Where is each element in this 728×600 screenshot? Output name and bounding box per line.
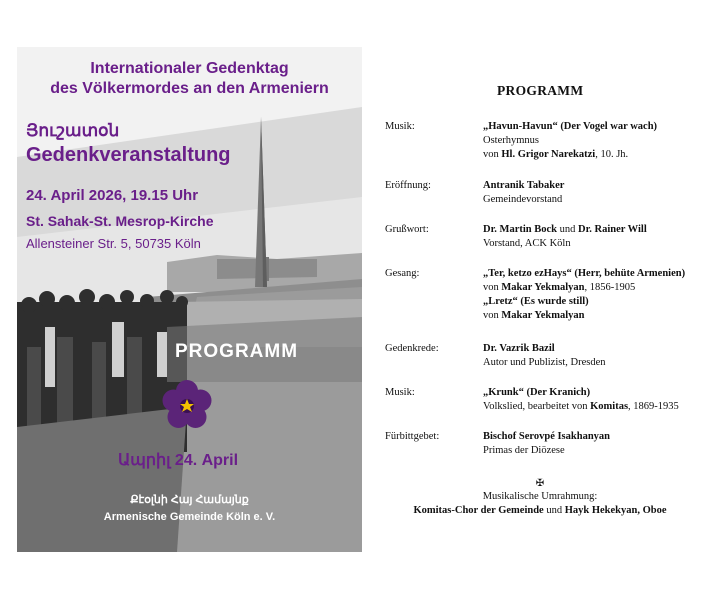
event-title-line2: des Völkermordes an den Armeniern [50, 80, 329, 97]
program-text-segment: „Havun-Havun“ (Der Vogel war wach) [483, 121, 658, 132]
program-item-detail [483, 267, 715, 323]
footer-text-segment: Hayk Hekekyan, Oboe [564, 505, 667, 516]
program-text-segment: Antranik Tabaker [483, 180, 565, 191]
program-item-line [483, 120, 715, 134]
program-item-line [483, 295, 715, 309]
program-text-segment: Osterhymnus [483, 135, 539, 146]
program-item-label: Fürbittgebet: [385, 431, 440, 442]
organizer-german: Armenische Gemeinde Köln e. V. [103, 511, 276, 523]
program-text-segment: , 1869-1935 [628, 401, 679, 412]
program-item-line [483, 444, 715, 458]
program-text-segment: , 10. Jh. [595, 149, 629, 160]
program-text-segment: „Ter, ketzo ezHays“ (Herr, behüte Armenien) [483, 268, 686, 279]
event-address: Allensteiner Str. 5, 50735 Köln [26, 236, 201, 251]
program-item-detail [483, 120, 715, 162]
program-item-line [483, 430, 715, 444]
program-item-line [483, 309, 715, 323]
program-footer [385, 478, 695, 518]
program-title: PROGRAMM [497, 83, 584, 98]
cross-icon: ✠ [535, 478, 545, 489]
program-item-line [483, 267, 715, 281]
program-item-detail [483, 430, 715, 458]
forget-me-not-icon [161, 379, 213, 431]
program-item-detail [483, 342, 715, 370]
event-flyer [17, 47, 362, 552]
program-item-line [483, 342, 715, 356]
program-text-segment: Hl. Grigor Narekatzi [501, 149, 596, 160]
event-title [17, 59, 362, 99]
program-item-line [483, 386, 715, 400]
program-text-segment: Primas der Diözese [483, 445, 565, 456]
program-item-line [483, 223, 715, 237]
program-text-segment: Vorstand, ACK Köln [483, 238, 571, 249]
program-text-segment: Makar Yekmalyan [501, 282, 585, 293]
program-item-detail [483, 386, 715, 414]
program-item-line [483, 134, 715, 148]
event-title-line1: Internationaler Gedenktag [90, 60, 289, 77]
footer-text-segment: Komitas-Chor der Gemeinde [413, 505, 544, 516]
program-item-label: Musik: [385, 121, 415, 132]
program-item-detail [483, 223, 715, 251]
flyer-programm-label: PROGRAMM [175, 341, 299, 362]
footer-performers [385, 504, 695, 518]
program-item-label: Grußwort: [385, 224, 429, 235]
program-item-label: Eröffnung: [385, 180, 431, 191]
commemoration-heading: Gedenkveranstaltung [26, 144, 231, 166]
program-page [385, 0, 715, 600]
flyer-date: Ապրիլ 24. April [118, 452, 239, 469]
event-datetime: 24. April 2026, 19.15 Uhr [26, 187, 199, 204]
program-text-segment: von [483, 310, 502, 321]
footer-music-label: Musikalische Umrahmung: [482, 491, 598, 502]
program-text-segment: Gemeindevorstand [483, 194, 563, 205]
program-item-label: Musik: [385, 387, 415, 398]
program-text-segment: von [483, 282, 502, 293]
program-text-segment: Makar Yekmalyan [501, 310, 585, 321]
program-item-line [483, 148, 715, 162]
program-text-segment: Bischof Serovpé Isakhanyan [483, 431, 611, 442]
program-text-segment: Volkslied, bearbeitet von [483, 401, 591, 412]
program-item-detail [483, 179, 715, 207]
program-text-segment: Dr. Rainer Will [577, 224, 647, 235]
program-text-segment: Komitas [590, 401, 629, 412]
program-text-segment: „Krunk“ (Der Kranich) [483, 387, 591, 398]
program-text-segment: und [556, 224, 578, 235]
footer-text-segment: und [543, 505, 565, 516]
program-item-label: Gedenkrede: [385, 343, 439, 354]
program-item-line [483, 237, 715, 251]
program-item-line [483, 281, 715, 295]
program-item-label: Gesang: [385, 268, 420, 279]
program-item-line [483, 179, 715, 193]
program-text-segment: „Lretz“ (Es wurde still) [483, 296, 589, 307]
program-text-segment: von [483, 149, 502, 160]
program-text-segment: Autor und Publizist, Dresden [483, 357, 606, 368]
armenian-heading: Յուշատօն [26, 121, 120, 140]
program-item-line [483, 356, 715, 370]
program-text-segment: , 1856-1905 [584, 282, 636, 293]
organizer-armenian: Քէօլնի Հայ Համայնք [130, 494, 249, 506]
event-venue: St. Sahak-St. Mesrop-Kirche [26, 213, 214, 229]
program-item-line [483, 193, 715, 207]
program-text-segment: Dr. Vazrik Bazil [483, 343, 555, 354]
program-text-segment: Dr. Martin Bock [483, 224, 557, 235]
program-item-line [483, 400, 715, 414]
